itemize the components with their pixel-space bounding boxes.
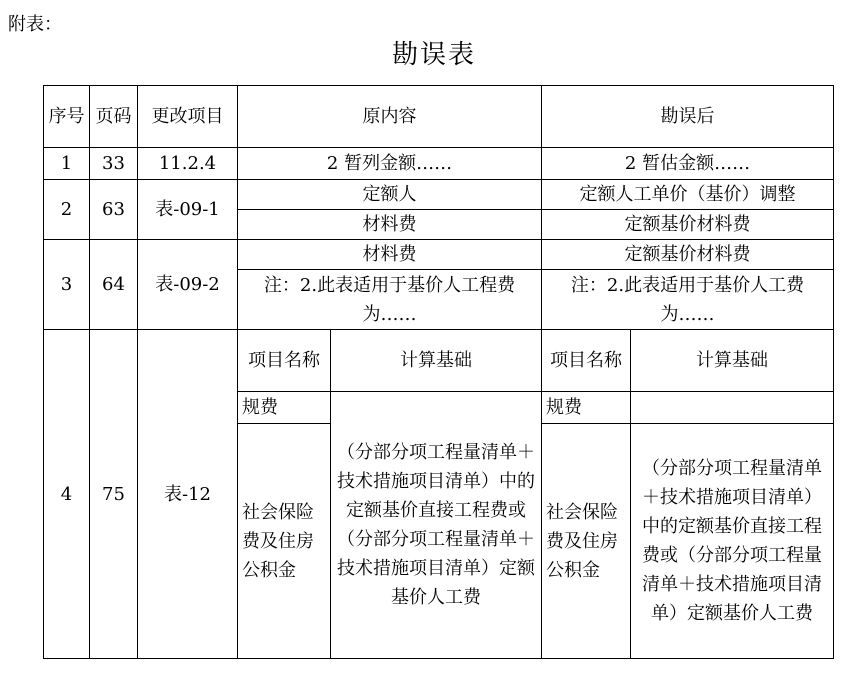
row2-original-line2: 材料费 — [238, 210, 542, 240]
row4-corrected-social-name: 社会保险费及住房公积金 — [542, 424, 631, 659]
row4-original-subheader-name: 项目名称 — [238, 330, 331, 392]
errata-table — [43, 85, 834, 659]
row4-corrected-fee-basis — [631, 392, 834, 424]
row2-seq: 2 — [44, 180, 90, 240]
row4-corrected-subheader-basis: 计算基础 — [631, 330, 834, 392]
row2-corrected-line2: 定额基价材料费 — [542, 210, 834, 240]
row1-item: 11.2.4 — [138, 148, 238, 180]
row3-original-line1: 材料费 — [238, 240, 542, 270]
page-title: 勘误表 — [391, 40, 476, 70]
header-page: 页码 — [90, 86, 138, 148]
row4-corrected-subheader-name: 项目名称 — [542, 330, 631, 392]
header-item: 更改项目 — [138, 86, 238, 148]
row4-corrected-social-basis: （分部分项工程量清单＋技术措施项目清单）中的定额基价直接工程费或（分部分项工程量清单＋技术措施项目清单）定额基价人工费 — [631, 424, 834, 659]
table-row — [44, 180, 834, 210]
row3-corrected-note: 注：2.此表适用于基价人工费为…… — [542, 270, 834, 330]
row2-item: 表-09-1 — [138, 180, 238, 240]
row2-original-line1: 定额人 — [238, 180, 542, 210]
row1-seq: 1 — [44, 148, 90, 180]
row2-page: 63 — [90, 180, 138, 240]
appendix-note: 附表： — [8, 14, 62, 35]
row3-corrected-line1: 定额基价材料费 — [542, 240, 834, 270]
header-original: 原内容 — [238, 86, 542, 148]
row4-original-subheader-basis: 计算基础 — [331, 330, 542, 392]
row4-seq: 4 — [44, 330, 90, 659]
header-row — [44, 86, 834, 148]
row1-original: 2 暂列金额…… — [238, 148, 542, 180]
row1-corrected: 2 暂估金额…… — [542, 148, 834, 180]
row1-page: 33 — [90, 148, 138, 180]
table-row — [44, 240, 834, 270]
table-row — [44, 330, 834, 392]
row4-page: 75 — [90, 330, 138, 659]
row3-original-note: 注：2.此表适用于基价人工程费为…… — [238, 270, 542, 330]
table-row — [44, 148, 834, 180]
row4-corrected-fee-label: 规费 — [542, 392, 631, 424]
row3-seq: 3 — [44, 240, 90, 330]
row4-original-fee-label: 规费 — [238, 392, 331, 424]
row3-item: 表-09-2 — [138, 240, 238, 330]
row4-original-social-basis: （分部分项工程量清单＋技术措施项目清单）中的定额基价直接工程费或（分部分项工程量清单＋技术措施项目清单）定额基价人工费 — [331, 392, 542, 659]
header-seq: 序号 — [44, 86, 90, 148]
header-corrected: 勘误后 — [542, 86, 834, 148]
row4-original-social-name: 社会保险费及住房公积金 — [238, 424, 331, 659]
row4-item: 表-12 — [138, 330, 238, 659]
row2-corrected-line1: 定额人工单价（基价）调整 — [542, 180, 834, 210]
row3-page: 64 — [90, 240, 138, 330]
